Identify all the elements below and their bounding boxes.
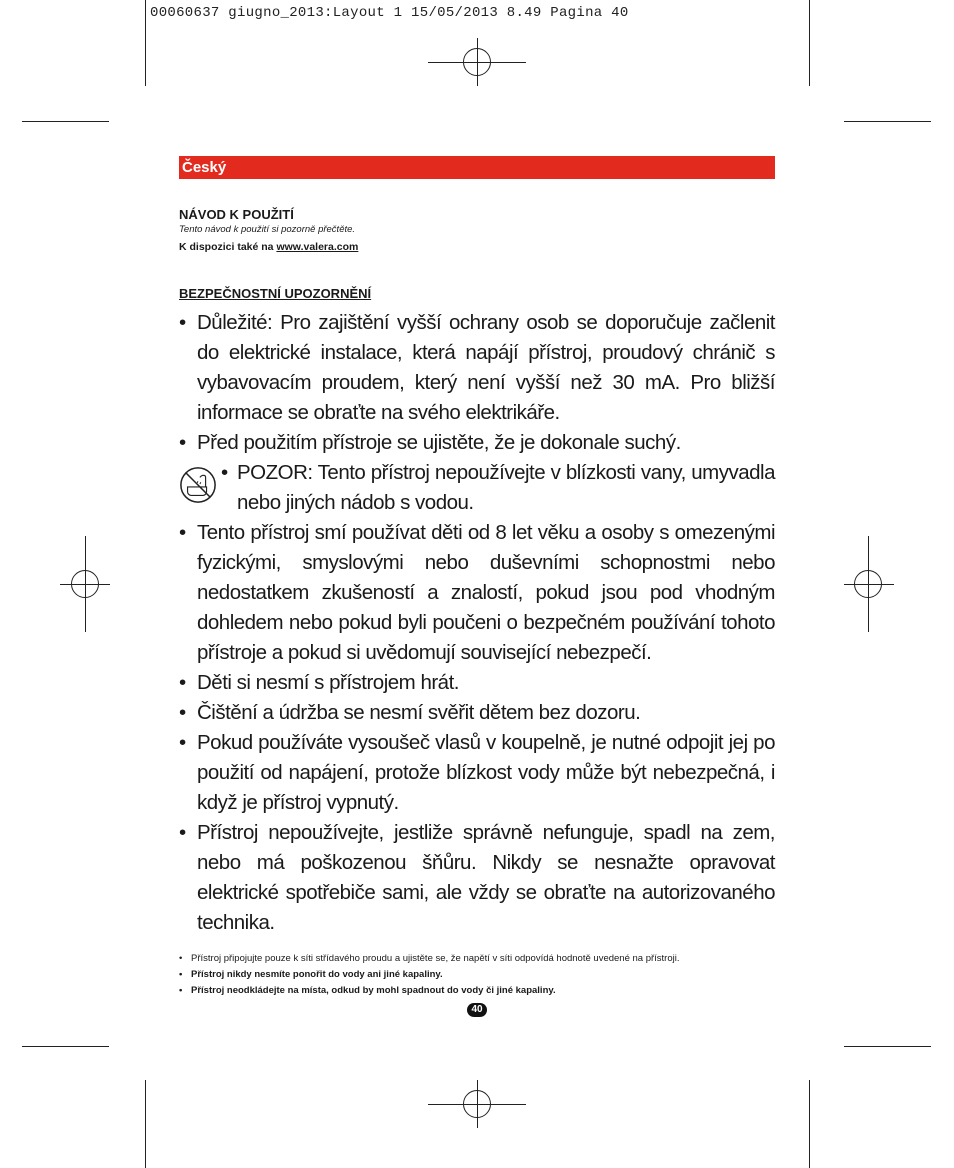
- safety-section-title: BEZPEČNOSTNÍ UPOZORNĚNÍ: [179, 286, 372, 301]
- safety-item: • Tento přístroj smí používat děti od 8 let věku a osoby s omezenými fyzickými, smyslovými nebo duševními schopnostmi nebo nedostatkem zkušeností a znalostí, pokud jsou pod vhodným dohledem nebo pokud byli poučeni o bezpečném používání tohoto přístroje a pokud si uvědomují související nebezpečí.: [179, 518, 775, 668]
- bullet: •: [179, 431, 186, 454]
- safety-item-warning: • POZOR: Tento přístroj nepoužívejte v blízkosti vany, umyvadla nebo jiných nádob s vodou.: [179, 458, 775, 518]
- no-water-bathtub-icon: [179, 466, 217, 504]
- bullet: •: [179, 311, 186, 334]
- availability-line: [179, 241, 358, 253]
- bullet: •: [179, 821, 186, 844]
- bullet: •: [179, 671, 186, 694]
- safety-item: • Pokud používáte vysoušeč vlasů v koupelně, je nutné odpojit jej po použití od napájení, protože blízkost vody může být nebezpečná, i když je přístroj vypnutý.: [179, 728, 775, 818]
- website-link[interactable]: www.valera.com: [276, 241, 359, 253]
- language-header: [179, 156, 775, 179]
- manual-title: NÁVOD K POUŽITÍ: [179, 207, 294, 222]
- safety-item: • Děti si nesmí s přístrojem hrát.: [179, 668, 775, 698]
- safety-bullet-list: [179, 308, 775, 938]
- language-label: Český: [182, 159, 227, 176]
- fine-print-item: • Přístroj připojujte pouze k síti střídavého proudu a ujistěte se, že napětí v síti odpovídá hodnotě uvedené na přístroji.: [179, 951, 775, 967]
- fine-print-list: [179, 951, 775, 999]
- bullet: •: [179, 969, 183, 980]
- manual-subtitle: Tento návod k použití si pozorně přečtěte.: [179, 224, 356, 235]
- safety-item: • Důležité: Pro zajištění vyšší ochrany osob se doporučuje začlenit do elektrické instalace, která napájí přístroj, proudový chránič s vybavovacím proudem, který není vyšší než 30 mA. Pro bližší informace se obraťte na svého elektrikáře.: [179, 308, 775, 428]
- bullet: •: [179, 521, 186, 544]
- safety-item: • Přístroj nepoužívejte, jestliže správně nefunguje, spadl na zem, nebo má poškozenou šňůru. Nikdy se nesnažte opravovat elektrické spotřebiče sami, ale vždy se obraťte na autorizovaného technika.: [179, 818, 775, 938]
- printer-slug: 00060637 giugno_2013:Layout 1 15/05/2013 8.49 Pagina 40: [150, 5, 629, 21]
- bullet: •: [179, 953, 183, 964]
- availability-prefix: K dispozici také na: [179, 241, 277, 253]
- fine-print-item: • Přístroj neodkládejte na místa, odkud by mohl spadnout do vody či jiné kapaliny.: [179, 983, 775, 999]
- bullet: •: [179, 701, 186, 724]
- bullet: •: [179, 985, 183, 996]
- fine-print-item: • Přístroj nikdy nesmíte ponořit do vody ani jiné kapaliny.: [179, 967, 775, 983]
- safety-item: • Čištění a údržba se nesmí svěřit dětem bez dozoru.: [179, 698, 775, 728]
- page-number: 40: [467, 1003, 487, 1017]
- bullet: •: [179, 731, 186, 754]
- bullet: •: [221, 461, 228, 484]
- safety-item: • Před použitím přístroje se ujistěte, že je dokonale suchý.: [179, 428, 775, 458]
